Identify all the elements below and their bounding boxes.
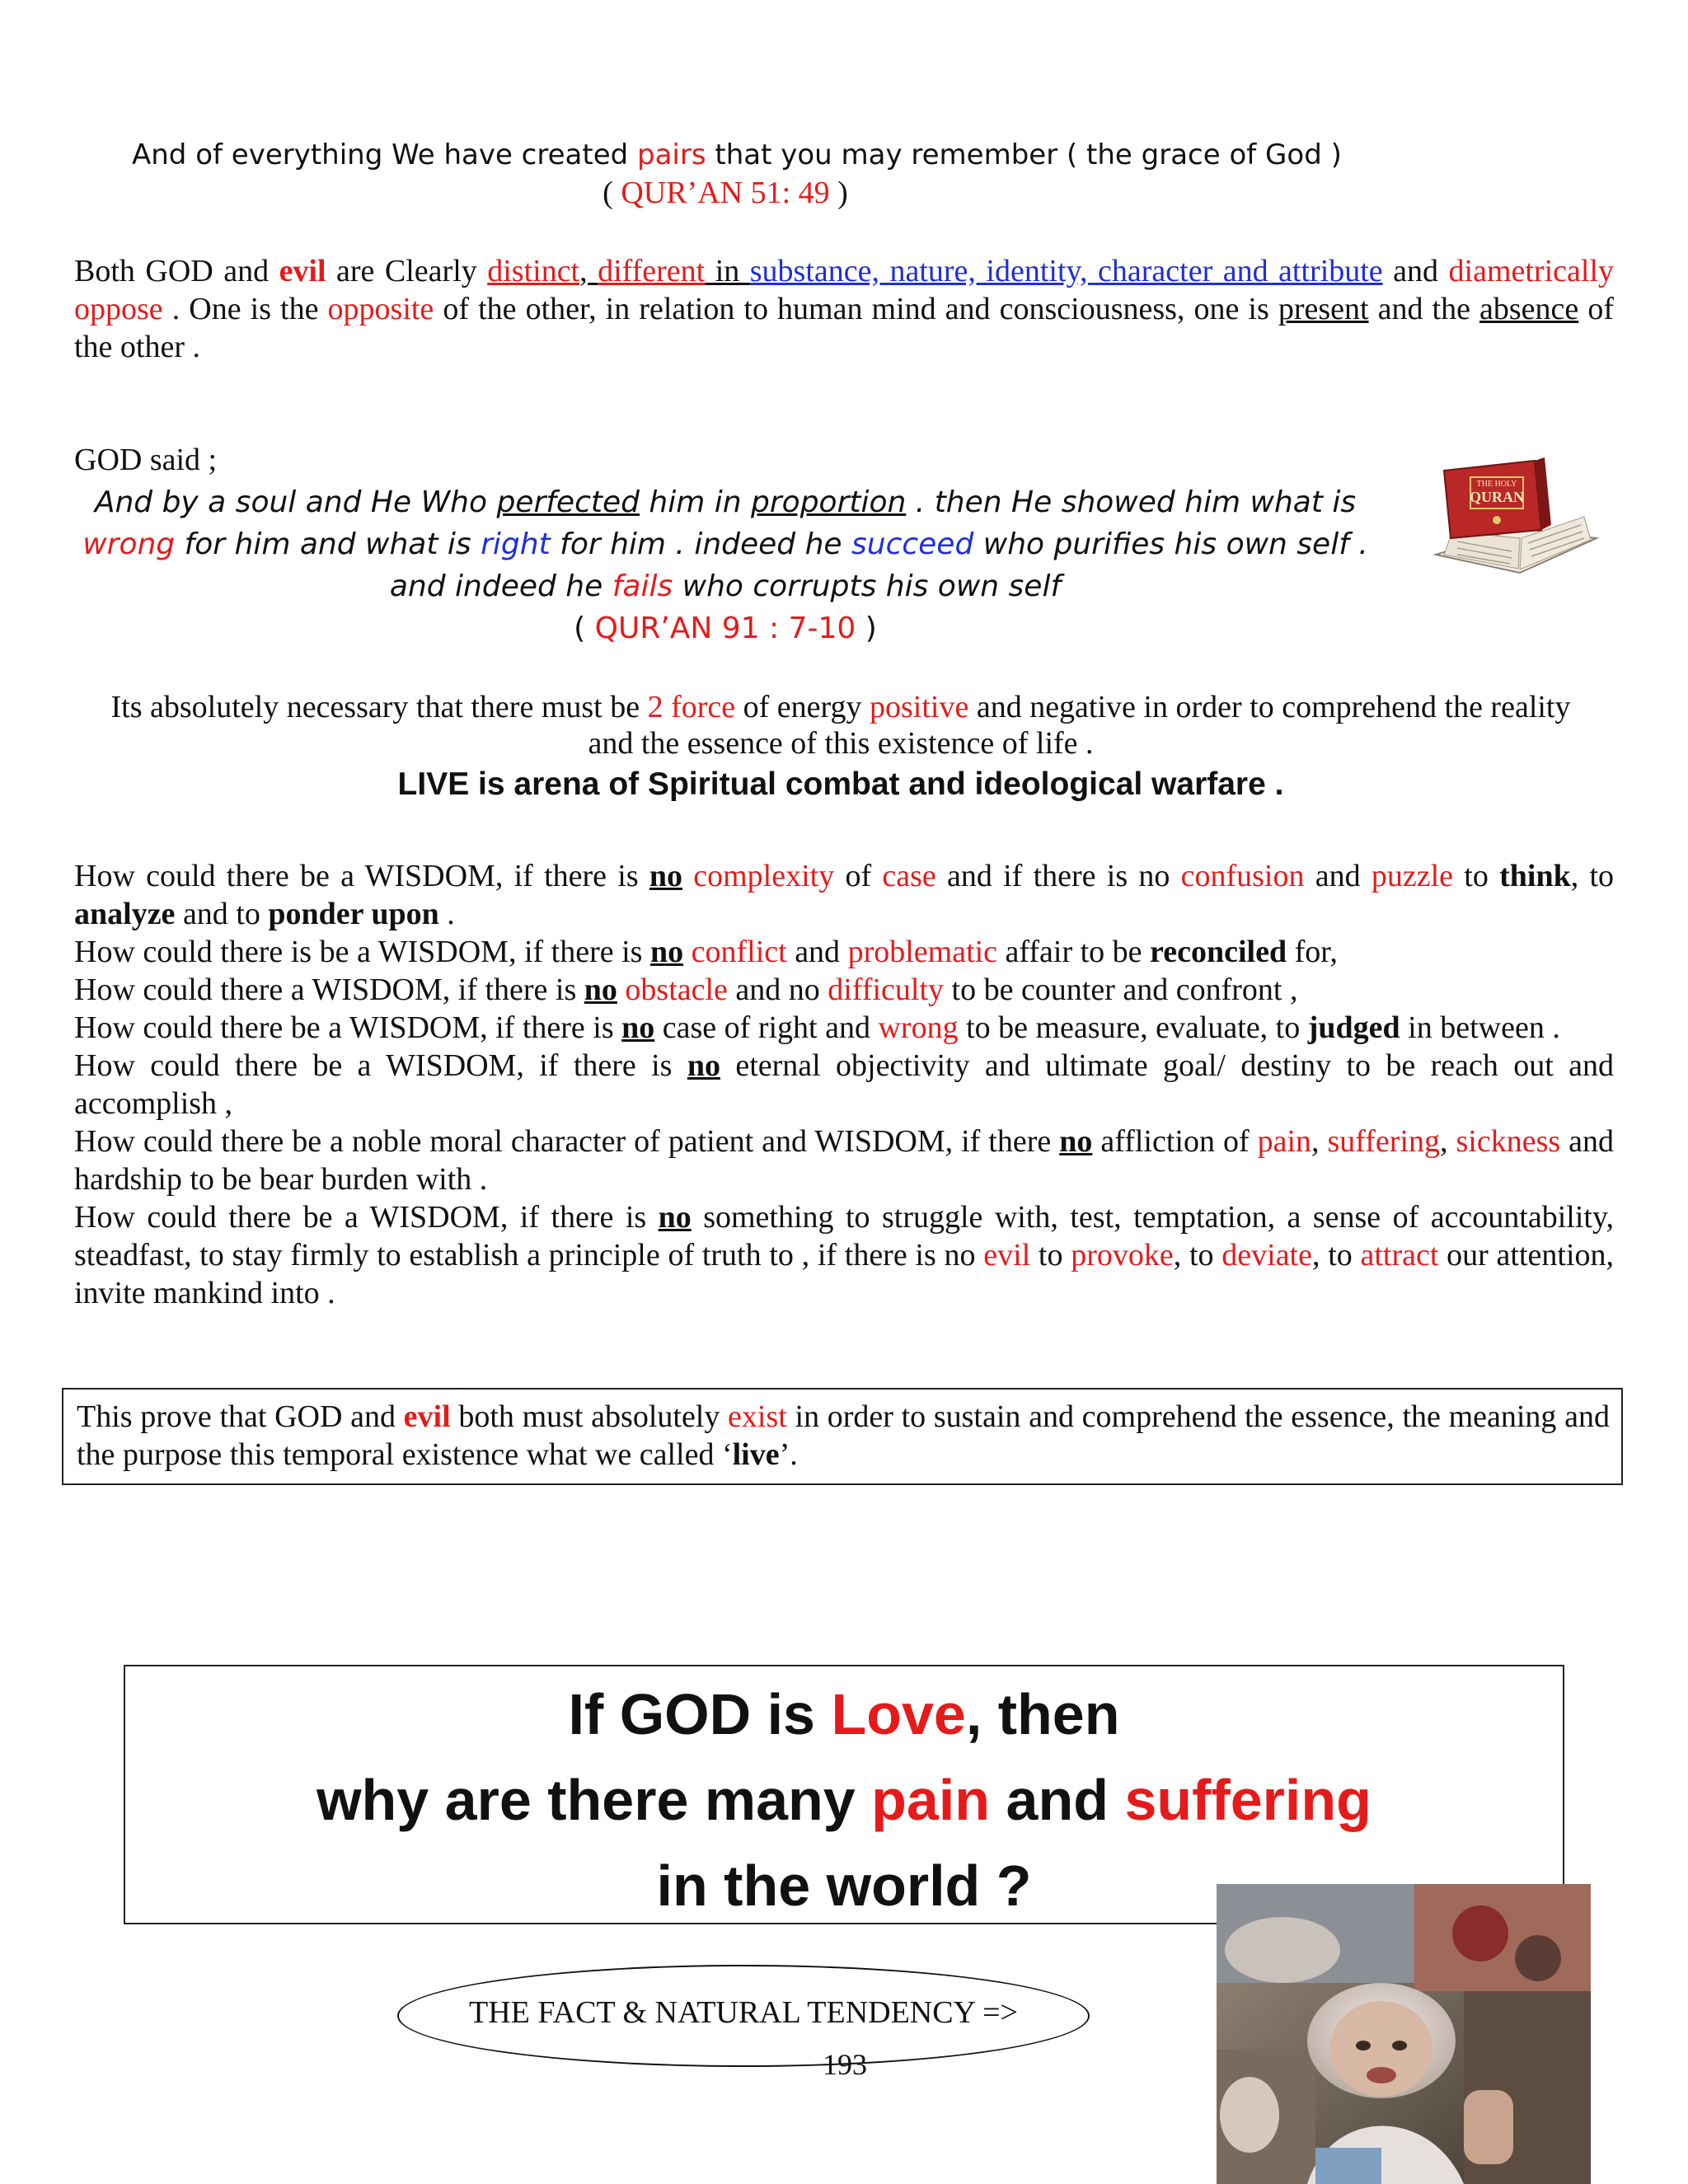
text: and the [1368, 292, 1480, 326]
word-exist: exist [728, 1399, 787, 1434]
text: and [1304, 859, 1372, 893]
text: and hardship to be bear burden with . [74, 1124, 1615, 1197]
phrase-2-force: 2 force [647, 690, 736, 724]
second-verse [74, 481, 1376, 649]
word-confusion: confusion [1180, 859, 1305, 893]
wisdom-question-1 [74, 857, 1614, 933]
text: eternal objectivity and ultimate goal/ destiny to be reach out and accomplish , [74, 1048, 1614, 1121]
word-suffering: suffering [1124, 1768, 1372, 1832]
page-number: 193 [823, 2048, 867, 2081]
question-line-3: in the world ? [656, 1854, 1032, 1918]
word-no: no [649, 859, 682, 893]
word-wrong: wrong [82, 527, 176, 561]
text: case of right and [654, 1010, 879, 1045]
reference-label: QUR’AN 91 : 7-10 [594, 612, 856, 645]
necessary-paragraph [99, 689, 1582, 803]
text: in between . [1400, 1010, 1560, 1045]
opening-verse [132, 138, 1342, 171]
opening-verse-reference [0, 175, 1451, 211]
text: , [1440, 1124, 1456, 1159]
text: who purifies his own self . and indeed he [389, 527, 1368, 603]
word-provoke: provoke [1071, 1238, 1174, 1272]
question-line-2 [125, 1757, 1563, 1843]
text: How could there be a WISDOM, if there is [74, 1200, 659, 1235]
word-wrong: wrong [878, 1010, 959, 1045]
word-judged: judged [1307, 1010, 1400, 1045]
word-analyze: analyze [74, 897, 176, 931]
text: are Clearly [326, 254, 488, 288]
wisdom-question-2 [74, 933, 1614, 971]
text: affair to be [997, 935, 1151, 969]
word-case: case [882, 859, 936, 893]
wisdom-question-4 [74, 1009, 1614, 1047]
text: and negative in order to comprehend the reality and the essence of this existence of life . [588, 690, 1571, 761]
word-no: no [1059, 1124, 1093, 1159]
text: Both GOD and [74, 254, 279, 288]
word-conflict: conflict [691, 935, 787, 969]
text: him in [639, 485, 752, 519]
word-pain: pain [1257, 1124, 1312, 1159]
question-line-1 [125, 1671, 1563, 1757]
word-different: different [598, 254, 706, 288]
text: . One is the [162, 292, 328, 326]
text: why are there many [316, 1768, 872, 1832]
word-live: live [732, 1437, 780, 1472]
word-opposite: opposite [327, 292, 434, 326]
verse-text: that you may remember ( the grace of God ) [706, 138, 1342, 171]
text: How could there is be a WISDOM, if there is [74, 935, 650, 969]
suffering-photo [1217, 1884, 1591, 2184]
word-no: no [649, 935, 684, 969]
word-complexity: complexity [693, 859, 835, 893]
word-no: no [584, 972, 617, 1007]
live-arena-heading: LIVE is arena of Spiritual combat and ideological warfare . [397, 766, 1284, 802]
text: our attention, invite mankind into . [74, 1238, 1615, 1310]
text: both must absolutely [450, 1399, 729, 1434]
word-present: present [1278, 292, 1369, 326]
wisdom-questions [74, 857, 1614, 1312]
text: to [1453, 859, 1500, 893]
word-no: no [621, 1010, 655, 1045]
text: and no [727, 972, 828, 1007]
reference-label: QUR’AN 51: 49 [621, 176, 830, 210]
word-evil: evil [983, 1238, 1031, 1272]
god-said-label: GOD said ; [74, 443, 218, 477]
text: . then He showed him what is [906, 485, 1357, 519]
text: affliction of [1092, 1124, 1258, 1159]
word-attract: attract [1360, 1238, 1439, 1272]
word-succeed: succeed [851, 527, 974, 561]
text [683, 935, 692, 969]
text: for him and what is [175, 527, 481, 561]
text: in [705, 254, 750, 288]
word-pain: pain [871, 1768, 991, 1832]
fact-link-text: THE FACT & NATURAL TENDENCY => [469, 1995, 1018, 2030]
text: This prove that GOD and [77, 1399, 404, 1434]
word-think: think [1499, 859, 1571, 893]
word-distinct: distinct [487, 254, 580, 288]
text: Its absolutely necessary that there must be [110, 690, 648, 724]
book-cover-line2: QURAN [1470, 489, 1524, 505]
text: something to struggle with, test, temptation, a sense of accountability, steadfast, to stay firmly to establish a principle of truth to , if there is no [74, 1200, 1614, 1272]
word-positive: positive [870, 690, 969, 724]
word-deviate: deviate [1221, 1238, 1312, 1272]
second-verse-reference [74, 607, 1376, 649]
word-right: right [481, 527, 551, 561]
paren: ( [574, 612, 595, 645]
text: and [786, 935, 848, 969]
text: to be counter and confront , [944, 972, 1298, 1007]
attributes-list: substance, nature, identity, character and attribute [749, 254, 1383, 288]
text: , to [1311, 1238, 1361, 1272]
word-obstacle: obstacle [625, 972, 728, 1007]
word-no: no [658, 1200, 692, 1235]
book-cover-line1: THE HOLY [1476, 480, 1517, 489]
paragraph-god-and-evil [74, 252, 1614, 366]
word-evil: evil [403, 1399, 451, 1434]
word-no: no [687, 1048, 720, 1083]
text: How could there be a WISDOM, if there is [74, 859, 649, 893]
wisdom-question-5 [74, 1047, 1614, 1122]
word-difficulty: difficulty [828, 972, 945, 1007]
text: and to [175, 897, 269, 931]
word-reconciled: reconciled [1150, 935, 1287, 969]
text: to be measure, evaluate, to [958, 1010, 1308, 1045]
text: for, [1287, 935, 1338, 969]
text [682, 859, 693, 893]
text: of [834, 859, 883, 893]
text: of energy [735, 690, 870, 724]
paren: ) [829, 176, 848, 210]
word-evil: evil [279, 254, 326, 288]
wisdom-question-6 [74, 1122, 1614, 1198]
wisdom-question-7 [74, 1198, 1614, 1312]
word-perfected: perfected [496, 485, 640, 519]
word-proportion: proportion [751, 485, 907, 519]
verse-highlight-pairs: pairs [637, 138, 706, 171]
text: and [1382, 254, 1449, 288]
text: How could there a WISDOM, if there is [74, 972, 584, 1007]
word-problematic: problematic [847, 935, 998, 969]
text: of the other, in relation to human mind and consciousness, one is [434, 292, 1278, 326]
conclusion-box [62, 1388, 1623, 1485]
text: , to [1570, 859, 1615, 893]
text: , [1311, 1124, 1328, 1159]
text [617, 972, 626, 1007]
text: If GOD is [568, 1682, 832, 1746]
text: How could there be a noble moral character of patient and WISDOM, if there [74, 1124, 1060, 1159]
word-love: Love [831, 1682, 966, 1746]
text: of the other . [74, 292, 1614, 364]
text: and [990, 1768, 1125, 1832]
wisdom-question-3 [74, 971, 1614, 1009]
paren: ( [603, 176, 621, 210]
verse-text: And of everything We have created [132, 138, 637, 171]
text: , [579, 254, 598, 288]
text: and if there is no [935, 859, 1181, 893]
word-suffering: suffering [1327, 1124, 1441, 1159]
text: And by a soul and He Who [94, 485, 497, 519]
word-puzzle: puzzle [1371, 859, 1454, 893]
text: for him . indeed he [550, 527, 851, 561]
word-ponder-upon: ponder upon [268, 897, 439, 931]
word-absence: absence [1479, 292, 1579, 326]
text: in order to sustain and comprehend the essence, the meaning and the purpose this temporal existence what we called ‘ [77, 1399, 1610, 1472]
text: ’. [779, 1437, 798, 1472]
text: , to [1173, 1238, 1222, 1272]
text: to [1030, 1238, 1071, 1272]
word-sickness: sickness [1456, 1124, 1561, 1159]
paren: ) [856, 612, 877, 645]
word-fails: fails [612, 569, 673, 603]
text: . [438, 897, 455, 931]
text: How could there be a WISDOM, if there is [74, 1048, 687, 1083]
phrase-diametrically-oppose: diametrically oppose [74, 254, 1614, 326]
quran-book-image [1428, 449, 1602, 589]
text: who corrupts his own self [673, 569, 1062, 603]
text: How could there be a WISDOM, if there is [74, 1010, 622, 1045]
text: , then [965, 1682, 1120, 1746]
